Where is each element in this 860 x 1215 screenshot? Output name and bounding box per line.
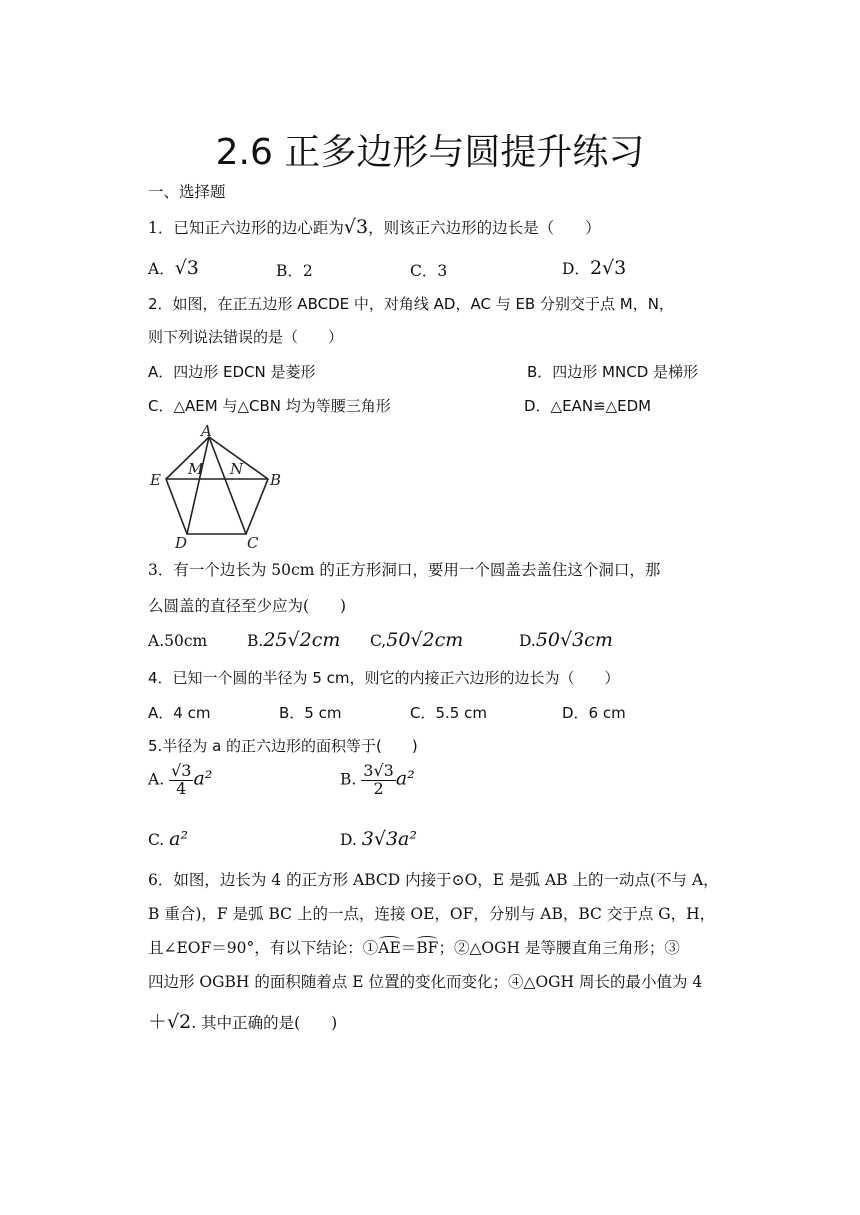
q3-option-d — [519, 629, 613, 651]
q5-c-label: C. — [148, 831, 165, 849]
diagonal-ac — [209, 437, 246, 534]
q1-stem-post: ，则该正六边形的边长是（ ） — [368, 219, 601, 237]
q4-option-b: B．5 cm — [279, 704, 342, 722]
question-2-line1: 2．如图，在正五边形 ABCDE 中，对角线 AD，AC 与 EB 分别交于点 M，N， — [148, 295, 674, 313]
label-n: N — [230, 460, 244, 478]
q5-a-fraction — [169, 763, 193, 798]
q1-option-d — [562, 257, 626, 279]
q5-option-a — [148, 763, 212, 798]
question-3-line1: 3．有一个边长为 50cm 的正方形洞口，要用一个圆盖去盖住这个洞口，那 — [148, 561, 661, 579]
q2-option-c: C．△AEM 与△CBN 均为等腰三角形 — [148, 397, 391, 415]
question-6-line3 — [148, 936, 680, 958]
question-6-line1: 6．如图，边长为 4 的正方形 ABCD 内接于⊙O，E 是弧 AB 上的一动点(不与 A， — [148, 871, 719, 889]
label-b: B — [270, 471, 282, 489]
q5-b-label: B. — [340, 770, 357, 789]
q3-option-c — [370, 629, 463, 651]
q5-d-value: 3√3a² — [361, 828, 417, 850]
question-5-stem: 5.半径为 a 的正六边形的面积等于( ) — [148, 737, 418, 755]
section-heading: 一、选择题 — [148, 183, 226, 201]
q5-c-value: a² — [169, 828, 189, 850]
q1-option-b: B．2 — [276, 262, 313, 280]
label-d: D — [175, 534, 188, 550]
q3-option-a: A.50cm — [148, 632, 208, 650]
q5-d-label: D. — [340, 831, 357, 849]
q1-stem-pre: 1．已知正六边形的边心距为 — [148, 219, 344, 237]
q5-b-fraction — [361, 763, 396, 798]
q1-option-a — [148, 257, 199, 279]
q5-b-denominator: 2 — [373, 778, 384, 798]
q5-a-denominator: 4 — [176, 778, 187, 798]
q3-option-b — [247, 629, 340, 651]
q6-line3-post: ；②△OGH 是等腰直角三角形；③ — [438, 939, 680, 957]
q4-option-c: C．5.5 cm — [410, 704, 487, 722]
q5-a-variable: a² — [193, 767, 213, 790]
q6-plus: ＋ — [148, 1011, 168, 1033]
q6-line5-post: . 其中正确的是( ) — [191, 1014, 338, 1032]
q1-option-c: C．3 — [410, 262, 448, 280]
q3-c-label: C, — [370, 632, 387, 650]
q6-equals: ＝ — [400, 939, 417, 957]
q4-option-d: D．6 cm — [562, 704, 626, 722]
question-1-stem — [148, 216, 601, 238]
question-4-stem: 4．已知一个圆的半径为 5 cm，则它的内接正六边形的边长为（ ） — [148, 669, 620, 687]
q1-d-label: D． — [562, 260, 590, 278]
q1-d-value: 2√3 — [589, 257, 627, 279]
label-e: E — [150, 471, 161, 489]
q1-a-value: √3 — [174, 257, 199, 279]
q5-b-numerator: 3√3 — [363, 761, 394, 780]
label-c: C — [247, 534, 259, 550]
q5-option-d — [340, 828, 417, 850]
question-6-line2: B 重合)，F 是弧 BC 上的一点，连接 OE，OF，分别与 AB，BC 交于点 G，H， — [148, 905, 716, 923]
q6-sqrt-value: √2 — [167, 1011, 192, 1033]
q2-option-b: B．四边形 MNCD 是梯形 — [527, 363, 699, 381]
question-6-line4: 四边形 OGBH 的面积随着点 E 位置的变化而变化；④△OGH 周长的最小值为 4 — [148, 973, 703, 991]
q3-b-value: 25√2cm — [263, 629, 341, 651]
q6-line3-pre: 且∠EOF＝90°，有以下结论：① — [148, 939, 379, 957]
arc-ae: AE — [378, 939, 401, 957]
arc-bf: BF — [416, 939, 439, 957]
q5-a-numerator: √3 — [171, 761, 192, 780]
page-title: 2.6 正多边形与圆提升练习 — [215, 132, 645, 173]
question-3-line2: 么圆盖的直径至少应为( ) — [148, 597, 347, 615]
q2-option-a: A．四边形 EDCN 是菱形 — [148, 363, 316, 381]
question-6-line5 — [148, 1007, 337, 1034]
label-m: M — [188, 460, 204, 478]
q5-option-c — [148, 828, 188, 850]
pentagon-figure — [146, 424, 286, 550]
label-a: A — [201, 424, 212, 440]
q3-d-value: 50√3cm — [535, 629, 613, 651]
diagonal-ad — [187, 437, 209, 534]
q5-option-b — [340, 763, 415, 798]
q1-a-label: A． — [148, 260, 175, 278]
q3-d-label: D. — [519, 632, 536, 650]
q3-c-value: 50√2cm — [386, 629, 464, 651]
question-2-line2: 则下列说法错误的是（ ） — [148, 328, 344, 346]
q5-a-label: A. — [148, 770, 165, 789]
q3-b-label: B. — [247, 632, 264, 650]
q4-option-a: A．4 cm — [148, 704, 211, 722]
q1-stem-value: √3 — [343, 216, 369, 238]
pentagon-outline — [166, 437, 268, 534]
q2-option-d: D．△EAN≌△EDM — [524, 397, 652, 415]
q5-b-variable: a² — [395, 767, 415, 790]
